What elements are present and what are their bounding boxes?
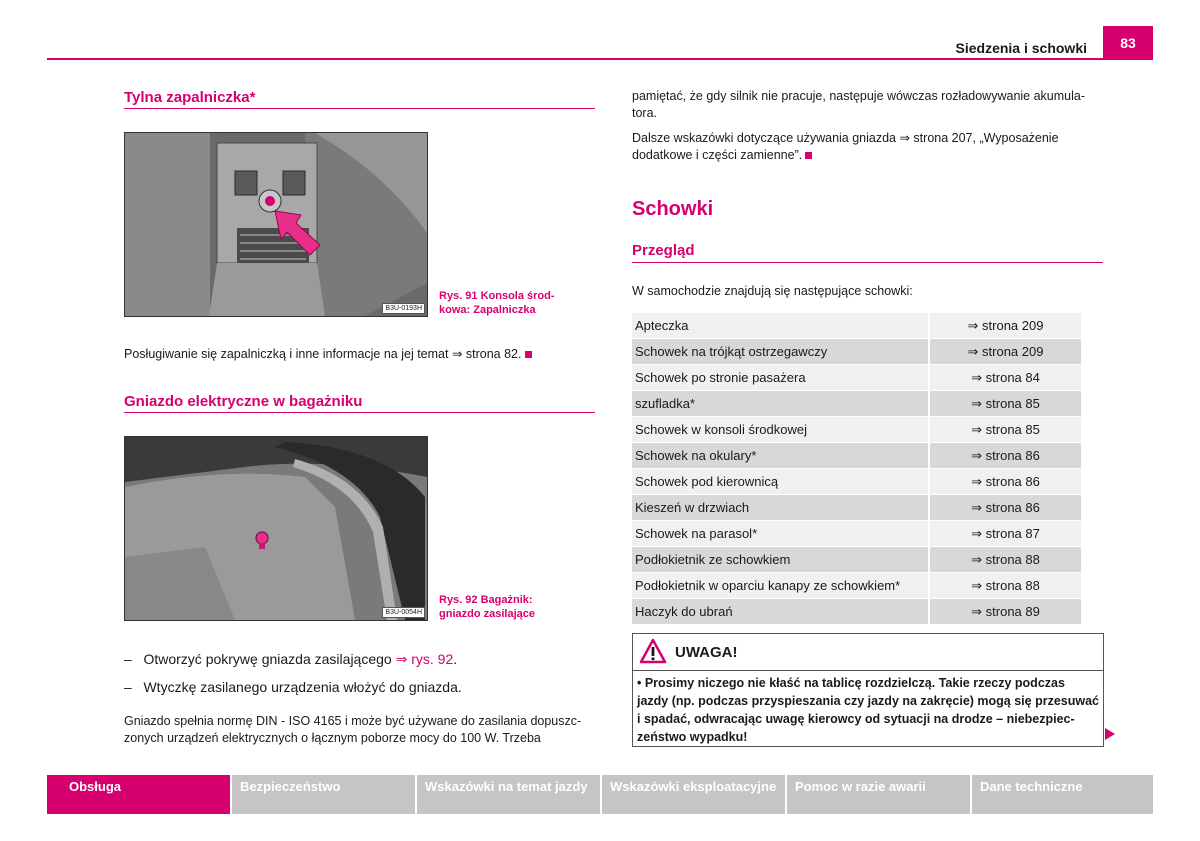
heading-trunk-socket: Gniazdo elektryczne w bagażniku	[124, 393, 363, 410]
figure-link[interactable]: ⇒ rys. 92	[395, 651, 454, 667]
figure-code: B3U-0193H	[382, 303, 425, 314]
heading-overview: Przegląd	[632, 242, 695, 259]
section-title: Siedzenia i schowki	[955, 40, 1087, 56]
instruction-step: – Wtyczkę zasilanego urządzenia włożyć do gniazda.	[124, 679, 462, 695]
heading-rule	[124, 108, 595, 109]
table-row	[632, 313, 1081, 339]
trunk-socket-illustration	[125, 437, 427, 620]
heading-storage: Schowki	[632, 198, 714, 220]
further-info-text: Dalsze wskazówki dotyczące używania gniazda ⇒ strona 207, „Wyposażenie dodatkowe i części zamienne”.	[632, 131, 1059, 162]
heading-rule	[124, 412, 595, 413]
warning-box	[632, 633, 1104, 747]
nav-tab-wskazowki-eksploatacyjne[interactable]: Wskazówki eksploatacyjne	[602, 775, 785, 814]
page-reference[interactable]: ⇒ strona 87	[929, 521, 1081, 547]
table-row	[632, 521, 1081, 547]
nav-tab-dane-techniczne[interactable]: Dane techniczne	[972, 775, 1153, 814]
page-reference[interactable]: ⇒ strona 89	[929, 599, 1081, 625]
page-reference[interactable]: ⇒ strona 209	[929, 339, 1081, 365]
warning-header	[633, 634, 1103, 671]
figure-91-caption: Rys. 91 Konsola środ- kowa: Zapalniczka	[439, 290, 555, 316]
storage-name: Haczyk do ubrań	[632, 599, 929, 625]
figure-code: B3U-0054H	[382, 607, 425, 618]
storage-name: Podłokietnik w oparciu kanapy ze schowkiem*	[632, 573, 929, 599]
storage-name: Schowek w konsoli środkowej	[632, 417, 929, 443]
page-reference[interactable]: ⇒ strona 88	[929, 573, 1081, 599]
storage-name: Schowek na parasol*	[632, 521, 929, 547]
page-reference[interactable]: ⇒ strona 209	[929, 313, 1081, 339]
page-reference[interactable]: ⇒ strona 86	[929, 495, 1081, 521]
table-row	[632, 417, 1081, 443]
page-number: 83	[1103, 26, 1153, 60]
page-reference[interactable]: ⇒ strona 85	[929, 391, 1081, 417]
page-reference[interactable]: ⇒ strona 88	[929, 547, 1081, 573]
table-row	[632, 495, 1081, 521]
socket-description: Gniazdo spełnia normę DIN - ISO 4165 i może być używane do zasilania dopuszc- zonych urządzeń elektrycznych o łącznym poborze mocy do 100 W. Trzeba	[124, 714, 582, 745]
next-page-arrow-icon[interactable]	[1104, 727, 1116, 741]
socket-description-continued: pamiętać, że gdy silnik nie pracuje, następuje wówczas rozładowywanie akumula- tora.	[632, 89, 1086, 120]
heading-rear-lighter: Tylna zapalniczka*	[124, 89, 256, 106]
nav-tab-wskazowki-jazdy[interactable]: Wskazówki na temat jazdy	[417, 775, 600, 814]
instruction-step: – Otworzyć pokrywę gniazda zasilającego ⇒ rys. 92.	[124, 651, 458, 667]
header-rule	[47, 58, 1153, 60]
warning-triangle-icon	[639, 638, 667, 664]
page-reference[interactable]: ⇒ strona 84	[929, 365, 1081, 391]
table-row	[632, 599, 1081, 625]
storage-name: Podłokietnik ze schowkiem	[632, 547, 929, 573]
nav-tab-pomoc-awarii[interactable]: Pomoc w razie awarii	[787, 775, 970, 814]
heading-rule	[632, 262, 1103, 263]
page-reference[interactable]: ⇒ strona 85	[929, 417, 1081, 443]
section-end-marker	[805, 152, 812, 159]
storage-name: Schowek na trójkąt ostrzegawczy	[632, 339, 929, 365]
storage-table	[632, 313, 1081, 625]
console-lighter-illustration	[125, 133, 427, 316]
figure-91-console-lighter	[124, 132, 428, 317]
nav-tab-obsluga[interactable]: Obsługa	[47, 775, 230, 814]
table-row	[632, 391, 1081, 417]
warning-title: UWAGA!	[675, 644, 738, 661]
page-reference[interactable]: ⇒ strona 86	[929, 469, 1081, 495]
table-row	[632, 365, 1081, 391]
table-row	[632, 573, 1081, 599]
section-end-marker	[525, 351, 532, 358]
storage-name: Schowek po stronie pasażera	[632, 365, 929, 391]
figure-92-trunk-socket	[124, 436, 428, 621]
storage-intro: W samochodzie znajdują się następujące schowki:	[632, 284, 913, 298]
nav-tab-bezpieczenstwo[interactable]: Bezpieczeństwo	[232, 775, 415, 814]
storage-name: Schowek na okulary*	[632, 443, 929, 469]
storage-name: szufladka*	[632, 391, 929, 417]
page-reference[interactable]: ⇒ strona 86	[929, 443, 1081, 469]
lighter-reference-text: Posługiwanie się zapalniczką i inne informacje na jej temat ⇒ strona 82.	[124, 346, 532, 363]
storage-name: Apteczka	[632, 313, 929, 339]
figure-92-caption: Rys. 92 Bagażnik: gniazdo zasilające	[439, 594, 535, 620]
table-row	[632, 443, 1081, 469]
table-row	[632, 547, 1081, 573]
storage-name: Kieszeń w drzwiach	[632, 495, 929, 521]
table-row	[632, 339, 1081, 365]
table-row	[632, 469, 1081, 495]
warning-text: • Prosimy niczego nie kłaść na tablicę rozdzielczą. Takie rzeczy podczas jazdy (np. podczas przyspieszania czy jazdy na zakręcie) mogą się przesuwać i spadać, odwracając uwagę kierowcy od sytuacji na drodze – niebezpiec- zeństwo wypadku!	[637, 676, 1099, 744]
storage-name: Schowek pod kierownicą	[632, 469, 929, 495]
